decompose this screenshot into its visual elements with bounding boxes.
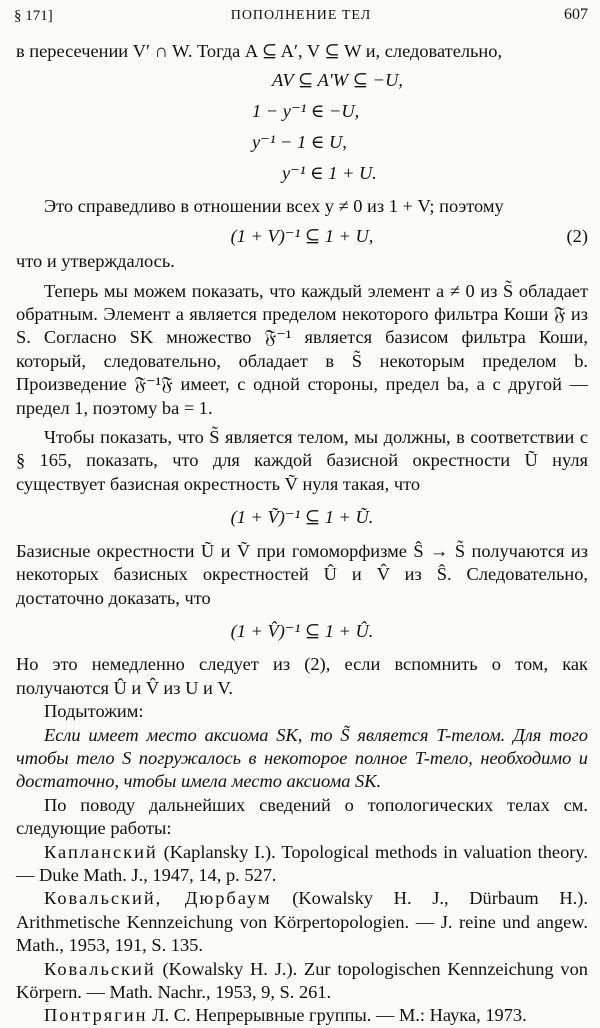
- paragraph-further-reading: По поводу дальнейших сведений о топологических телах см. следующие работы:: [16, 794, 588, 839]
- paragraph-inverse-element: Теперь мы можем показать, что каждый элемент a ≠ 0 из S̃ обладает обратным. Элемент a является пределом некоторого фильтра Коши 𝔉 из S. Согласно SK множество 𝔉⁻¹ является базисом фильтра Коши, который, следовательно, обладает в S̃ некоторым пределом b. Произведение 𝔉⁻¹𝔉 имеет, с одной стороны, предел ba, а с другой — предел 1, поэтому ba = 1.: [16, 280, 588, 418]
- equation-2: [16, 225, 588, 248]
- equation-2-body: (1 + V)⁻¹ ⊆ 1 + U,: [230, 225, 374, 246]
- reference-item: [16, 841, 588, 888]
- paragraph-intersection: в пересечении V′ ∩ W. Тогда A ⊆ A′, V ⊆ W и, следовательно,: [16, 41, 503, 61]
- page-body: [16, 40, 588, 1028]
- reference-details: (Kowalsky H. J., Dürbaum H.). Arithmetische Kennzeichung von Körpertopologien. — J. reine und angew. Math., 1953, 191, S. 135.: [16, 888, 588, 956]
- paragraph-as-claimed: что и утверждалось.: [16, 251, 175, 272]
- reference-item: [16, 887, 588, 957]
- math-derivation: [16, 65, 588, 189]
- display-formula-tilde: (1 + Ṽ)⁻¹ ⊆ 1 + Ũ.: [230, 507, 374, 528]
- page-number: 607: [564, 6, 588, 23]
- reference-author: Ковальский, Дюрбаум: [44, 888, 272, 909]
- math-line-4: y⁻¹ ∈ 1 + U.: [282, 163, 377, 184]
- theorem-statement: Если имеет место аксиома SK, то S̃ является T-телом. Для того чтобы тело S погружалось в некоторое полное T-тело, необходимо и достаточно, чтобы имела место аксиома SK.: [16, 724, 588, 792]
- reference-author: Понтрягин: [44, 1005, 148, 1026]
- reference-details: Л. С. Непрерывные группы. — М.: Наука, 1973.: [147, 1005, 527, 1026]
- reference-details: (Kowalsky H. J.). Zur topologischen Kennzeichung von Körpern. — Math. Nachr., 1953, 9, S. 261.: [16, 958, 588, 1002]
- reference-item: [16, 958, 588, 1005]
- math-line-2: 1 − y⁻¹ ∈ −U,: [252, 101, 360, 122]
- math-line-1: AV ⊆ A′W ⊆ −U,: [272, 70, 403, 91]
- paragraph-valid-for-all: Это справедливо в отношении всех y ≠ 0 из 1 + V; поэтому: [44, 196, 504, 217]
- paragraph-field-proof: Чтобы показать, что S̃ является телом, мы должны, в соответствии с § 165, показать, что для каждой базисной окрестности Ũ нуля существует базисная окрестность Ṽ нуля такая, что: [16, 427, 588, 494]
- equation-2-number: (2): [566, 225, 588, 246]
- paragraph-summary-lead: Подытожим:: [44, 701, 144, 722]
- math-line-3: y⁻¹ − 1 ∈ U,: [252, 132, 347, 153]
- reference-item: [16, 1004, 588, 1027]
- display-formula-hat: (1 + V̂)⁻¹ ⊆ 1 + Û.: [230, 620, 374, 641]
- running-header: [14, 4, 588, 30]
- paragraph-follows: Но это немедленно следует из (2), если вспомнить о том, как получаются Û и V̂ из U и V.: [16, 654, 588, 698]
- chapter-title: ПОПОЛНЕНИЕ ТЕЛ: [230, 8, 372, 23]
- reference-author: Ковальский: [44, 958, 156, 979]
- reference-author: Капланский: [44, 841, 158, 862]
- reference-list: [16, 841, 588, 1028]
- section-ref: § 171]: [14, 8, 53, 24]
- paragraph-homomorphism: Базисные окрестности Ũ и Ṽ при гомоморфизме Ŝ → S̃ получаются из некоторых базисных окрестностей Û и V̂ из Ŝ. Следовательно, достаточно доказать, что: [16, 540, 588, 608]
- reference-details: (Kaplansky I.). Topological methods in valuation theory. — Duke Math. J., 1947, 14, p. 527.: [16, 841, 588, 885]
